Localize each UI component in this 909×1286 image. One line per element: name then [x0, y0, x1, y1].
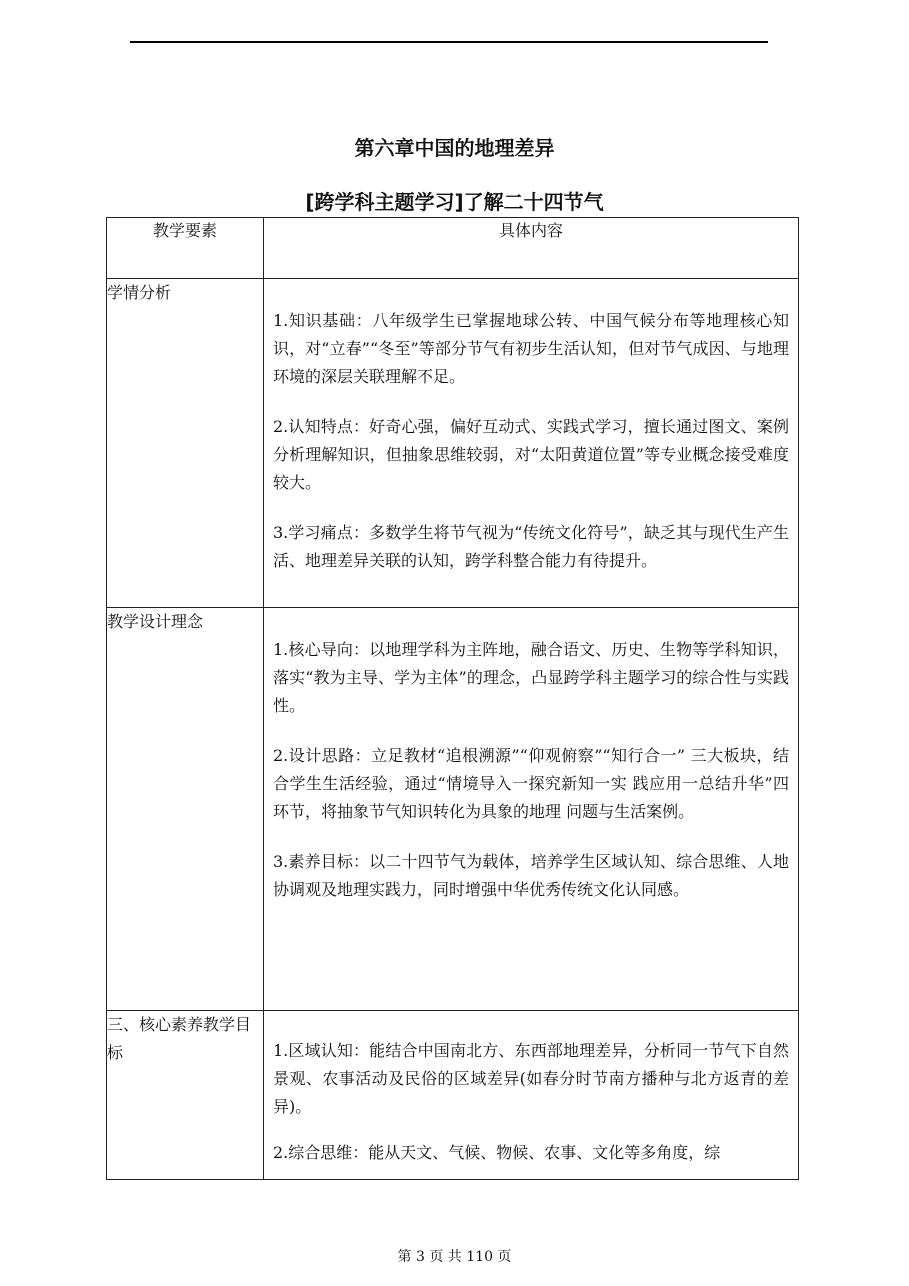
table-row	[107, 1011, 799, 1180]
content-table	[106, 217, 799, 1180]
paragraph: 2.认知特点：好奇心强，偏好互动式、实践式学习，擅长通过图文、案例分析理解知识，但抽象思维较弱，对“太阳黄道位置”等专业概念接受难度较大。	[273, 417, 789, 492]
header-cell-element: 教学要素	[107, 218, 264, 279]
header-cell-content: 具体内容	[264, 218, 799, 279]
table-header-row	[107, 218, 799, 279]
header-rule	[130, 41, 768, 43]
paragraph: 1.区域认知：能结合中国南北方、东西部地理差异，分析同一节气下自然景观、农事活动及民俗的区域差异(如春分时节南方播种与北方返青的差异)。	[273, 1041, 789, 1116]
paragraph: 3.学习痛点：多数学生将节气视为“传统文化符号”，缺乏其与现代生产生活、地理差异关联的认知，跨学科整合能力有待提升。	[273, 523, 789, 570]
row-content	[264, 279, 799, 608]
paragraph: 2.综合思维：能从天文、气候、物候、农事、文化等多角度，综	[273, 1143, 721, 1162]
paragraph: 2.设计思路：立足教材“追根溯源”“仰观俯察”“知行合一” 三大板块，结合学生生活经验，通过“情境导入一探究新知一实 践应用一总结升华”四环节，将抽象节气知识转化为具象的地理 问题与生活案例。	[273, 746, 789, 821]
table-row	[107, 279, 799, 608]
row-label: 学情分析	[107, 279, 264, 608]
paragraph: 1.知识基础：八年级学生已掌握地球公转、中国气候分布等地理核心知识，对“立春”“冬至”等部分节气有初步生活认知，但对节气成因、与地理环境的深层关联理解不足。	[273, 311, 789, 386]
page-number: 第 3 页 共 110 页	[397, 1249, 512, 1265]
chapter-title: 第六章中国的地理差异	[354, 136, 555, 160]
row-label: 教学设计理念	[107, 608, 264, 1011]
lesson-title: [跨学科主题学习]了解二十四节气	[305, 190, 604, 214]
row-label: 三、核心素养教学目标	[107, 1011, 264, 1180]
row-content	[264, 608, 799, 1011]
paragraph: 3.素养目标：以二十四节气为载体，培养学生区域认知、综合思维、人地协调观及地理实践力，同时增强中华优秀传统文化认同感。	[273, 852, 789, 899]
paragraph: 1.核心导向：以地理学科为主阵地，融合语文、历史、生物等学科知识，落实“教为主导、学为主体”的理念，凸显跨学科主题学习的综合性与实践性。	[273, 640, 789, 715]
row-content	[264, 1011, 799, 1180]
table-row	[107, 608, 799, 1011]
